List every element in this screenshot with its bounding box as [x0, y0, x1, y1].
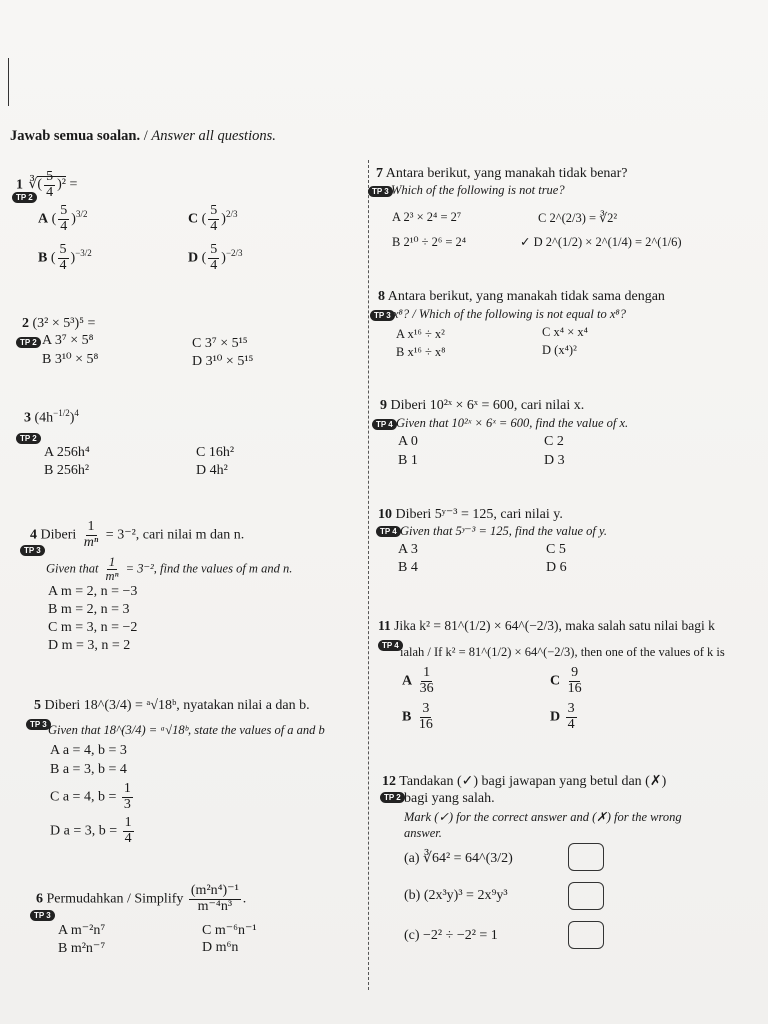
q10-option-d[interactable]: D 6: [546, 560, 567, 575]
q5-option-c[interactable]: C a = 4, b = $\frac{1}{3}$: [50, 781, 131, 812]
question-5: 5 Diberi 18^(3/4) = ᵃ√18ᵇ, nyatakan nilai a dan b.: [34, 698, 310, 713]
question-7-english: Which of the following is not true?: [391, 183, 565, 197]
q2-option-d[interactable]: D 3¹⁰ × 5¹⁵: [192, 354, 254, 369]
question-10: 10 Diberi 5ʸ⁻³ = 125, cari nilai y.: [378, 507, 563, 522]
question-4: 4 Diberi $\frac{1}{\text{mⁿ}}$ = 3⁻², cari nilai m dan n.: [30, 519, 245, 550]
question-12-english: Mark (✓) for the correct answer and (✗) for the wrong: [404, 810, 682, 824]
tp-badge: TP 3: [370, 310, 395, 321]
question-6: 6 Permudahkan / Simplify $\frac{\text{(m²n⁴)⁻¹}}{\text{m⁻⁴n³}}$ .: [36, 883, 247, 914]
q2-option-c[interactable]: C 3⁷ × 5¹⁵: [192, 336, 248, 351]
q8-option-d[interactable]: D (x⁴)²: [542, 343, 577, 357]
q9-option-d[interactable]: D 3: [544, 453, 565, 468]
q4-option-d[interactable]: D m = 3, n = 2: [48, 638, 131, 653]
q12-answer-box-c[interactable]: [568, 921, 604, 949]
tp-badge: TP 3: [368, 186, 393, 197]
q6-option-d[interactable]: D m⁶n: [202, 940, 239, 955]
q5-option-a[interactable]: A a = 4, b = 3: [50, 743, 127, 758]
tp-badge: TP 2: [16, 433, 41, 444]
q12-statement-c: (c) −2² ÷ −2² = 1: [404, 928, 498, 943]
tp-badge: TP 2: [12, 192, 37, 203]
q6-option-b[interactable]: B m²n⁻⁷: [58, 941, 106, 956]
question-9-english: Given that 10²ˣ × 6ˣ = 600, find the value of x.: [396, 416, 629, 430]
q8-option-c[interactable]: C x⁴ × x⁴: [542, 325, 588, 339]
q1-option-c[interactable]: C ( $\frac{5}{4}$ )$^{2/3}$: [188, 203, 238, 234]
tp-badge: TP 3: [20, 545, 45, 556]
q10-option-a[interactable]: A 3: [398, 542, 418, 557]
question-5-english: Given that 18^(3/4) = ᵃ√18ᵇ, state the values of a and b: [48, 723, 325, 737]
q7-option-d[interactable]: ✓ D 2^(1/2) × 2^(1/4) = 2^(1/6): [520, 235, 682, 249]
question-10-english: Given that 5ʸ⁻³ = 125, find the value of y.: [400, 524, 608, 538]
q10-option-c[interactable]: C 5: [546, 542, 566, 557]
q4-option-b[interactable]: B m = 2, n = 3: [48, 602, 130, 617]
q11-option-a[interactable]: A $\frac{1}{36}$: [402, 665, 434, 696]
tp-badge: TP 2: [380, 792, 405, 803]
q2-option-b[interactable]: B 3¹⁰ × 5⁸: [42, 352, 99, 367]
q7-option-a[interactable]: A 2³ × 2⁴ = 2⁷: [392, 210, 462, 224]
q6-option-a[interactable]: A m⁻²n⁷: [58, 923, 106, 938]
q3-option-a[interactable]: A 256h⁴: [44, 445, 90, 460]
instruction-english: Answer all questions.: [151, 128, 276, 144]
q11-option-c[interactable]: C $\frac{9}{16}$: [550, 665, 582, 696]
q8-option-a[interactable]: A x¹⁶ ÷ x²: [396, 327, 445, 341]
q12-statement-a: (a) ∛64² = 64^(3/2): [404, 851, 513, 866]
question-8: 8 Antara berikut, yang manakah tidak sama dengan: [378, 289, 665, 304]
q9-option-a[interactable]: A 0: [398, 434, 418, 449]
tp-badge: TP 3: [30, 910, 55, 921]
q5-option-d[interactable]: D a = 3, b = $\frac{1}{4}$: [50, 815, 132, 846]
q6-option-c[interactable]: C m⁻⁶n⁻¹: [202, 923, 257, 938]
q11-option-d[interactable]: D $\frac{3}{4}$: [550, 701, 575, 732]
q1-option-b[interactable]: B ( $\frac{5}{4}$ )$^{-3/2}$: [38, 242, 92, 273]
tp-badge: TP 2: [16, 337, 41, 348]
question-12: 12 Tandakan (✓) bagi jawapan yang betul dan (✗): [382, 774, 667, 789]
exam-page: Jawab semua soalan. / Answer all questions. 1 ∛( $\frac{5}{4}$ )² = TP 2 A ( $\frac{5}{4}$ )$^{3/2}$ C ( $\frac{5}{4}$ )$^{2/3}$ B ( $\frac{5}{4}$ )$^{-3/2}$ D ( $\frac{5}{4}$ )$^{-2/3}$ 2 (3² × 5³)⁵ = TP 2 A 3⁷ × 5⁸ B 3¹⁰ × 5⁸ C 3⁷ × 5¹⁵ D 3¹⁰ × 5¹⁵ 3 $(4h^{-1/2})^4$ TP 2 A 256h⁴ B 256h² C 16h² D 4h² 4 Diberi $\frac{1}{\text{mⁿ}}$ = 3⁻², cari nilai m dan n. TP 3 Given that $\frac{1}{\text{mⁿ}}$ = 3⁻², find the values of m and n. A m = 2, n = −3 B m = 2, n = 3 C m = 3, n = −2 D m = 3, n = 2 5 Diberi 18^(3/4) = ᵃ√18ᵇ, nyatakan nilai a dan b. TP 3 Given that 18^(3/4) = ᵃ√18ᵇ, state the values of a and b A a = 4, b = 3 B a = 3, b = 4 C a = 4, b = $\frac{1}{3}$ D a = 3, b = $\frac{1}{4}$ 6 Permudahkan / Simplify $\frac{\text{(m²n⁴)⁻¹}}{\text{m⁻⁴n³}}$ . TP 3 A m⁻²n⁷ B m²n⁻⁷ C m⁻⁶n⁻¹ D m⁶n 7 Antara berikut, yang manakah tidak benar? TP 3 Which of the following is not true? A 2³ × 2⁴ = 2⁷ B 2¹⁰ ÷ 2⁶ = 2⁴ C 2^(2/3) = ∛2² ✓ D 2^(1/2) × 2^(1/4) = 2^(1/6) 8 Antara berikut, yang manakah tidak sama dengan TP 3 x⁸? / Which of the following is not equal to x⁸? A x¹⁶ ÷ x² B x¹⁶ ÷ x⁸ C x⁴ × x⁴ D (x⁴)² 9 Diberi 10²ˣ × 6ˣ = 600, cari nilai x. TP 4 Given that 10²ˣ × 6ˣ = 600, find the value of x. A 0 B 1 C 2 D 3 10 Diberi 5ʸ⁻³ = 125, cari nilai y. TP 4 Given that 5ʸ⁻³ = 125, find the value of y. A 3 B 4 C 5 D 6 11 Jika k² = 81^(1/2) × 64^(−2/3), maka salah satu nilai bagi k TP 4 ialah / If k² = 81^(1/2) × 64^(−2/3), then one of the values of k is A $\frac{1}{36}$ C $\frac{9}{16}$ B $\frac{3}{16}$ D $\frac{3}{4}$ 12 Tandakan (✓) bagi jawapan yang betul dan (✗) TP 2 bagi yang salah. Mark (✓) for the correct answer and (✗) for the wrong answer. (a) ∛64² = 64^(3/2) (b) (2x³y)³ = 2x⁹y³ (c) −2² ÷ −2² = 1: [0, 0, 768, 1024]
tp-badge: TP 4: [378, 640, 403, 651]
q3-option-d[interactable]: D 4h²: [196, 463, 228, 478]
column-divider: [368, 160, 369, 990]
tp-badge: TP 4: [376, 526, 401, 537]
q4-option-c[interactable]: C m = 3, n = −2: [48, 620, 138, 635]
question-4-english: Given that $\frac{1}{\text{mⁿ}}$ = 3⁻², find the values of m and n.: [46, 555, 293, 584]
q11-option-b[interactable]: B $\frac{3}{16}$: [402, 701, 433, 732]
q12-statement-b: (b) (2x³y)³ = 2x⁹y³: [404, 888, 508, 903]
question-2: 2 (3² × 5³)⁵ =: [22, 316, 96, 331]
instructions: Jawab semua soalan. / Answer all questions.: [10, 128, 276, 144]
question-11: 11 Jika k² = 81^(1/2) × 64^(−2/3), maka salah satu nilai bagi k: [378, 618, 715, 633]
q3-option-b[interactable]: B 256h²: [44, 463, 90, 478]
q1-option-a[interactable]: A ( $\frac{5}{4}$ )$^{3/2}$: [38, 203, 88, 234]
question-1: 1 ∛( $\frac{5}{4}$ )² =: [16, 169, 78, 200]
q1-option-d[interactable]: D ( $\frac{5}{4}$ )$^{-2/3}$: [188, 242, 243, 273]
q12-answer-box-a[interactable]: [568, 843, 604, 871]
q9-option-c[interactable]: C 2: [544, 434, 564, 449]
question-8-english: x⁸? / Which of the following is not equal to x⁸?: [393, 307, 626, 321]
q8-option-b[interactable]: B x¹⁶ ÷ x⁸: [396, 345, 446, 359]
q4-option-a[interactable]: A m = 2, n = −3: [48, 584, 138, 599]
margin-mark: [8, 58, 9, 106]
question-7: 7 Antara berikut, yang manakah tidak benar?: [376, 166, 628, 181]
question-9: 9 Diberi 10²ˣ × 6ˣ = 600, cari nilai x.: [380, 398, 585, 413]
q10-option-b[interactable]: B 4: [398, 560, 418, 575]
q2-option-a[interactable]: A 3⁷ × 5⁸: [42, 333, 94, 348]
question-11-english: ialah / If k² = 81^(1/2) × 64^(−2/3), then one of the values of k is: [400, 645, 725, 659]
q7-option-b[interactable]: B 2¹⁰ ÷ 2⁶ = 2⁴: [392, 235, 467, 249]
tp-badge: TP 3: [26, 719, 51, 730]
q12-answer-box-b[interactable]: [568, 882, 604, 910]
instruction-malay: Jawab semua soalan.: [10, 128, 141, 144]
q5-option-b[interactable]: B a = 3, b = 4: [50, 762, 127, 777]
question-3: 3 $(4h^{-1/2})^4$: [24, 408, 79, 426]
q9-option-b[interactable]: B 1: [398, 453, 418, 468]
q3-option-c[interactable]: C 16h²: [196, 445, 235, 460]
q7-option-c[interactable]: C 2^(2/3) = ∛2²: [538, 211, 618, 225]
tp-badge: TP 4: [372, 419, 397, 430]
